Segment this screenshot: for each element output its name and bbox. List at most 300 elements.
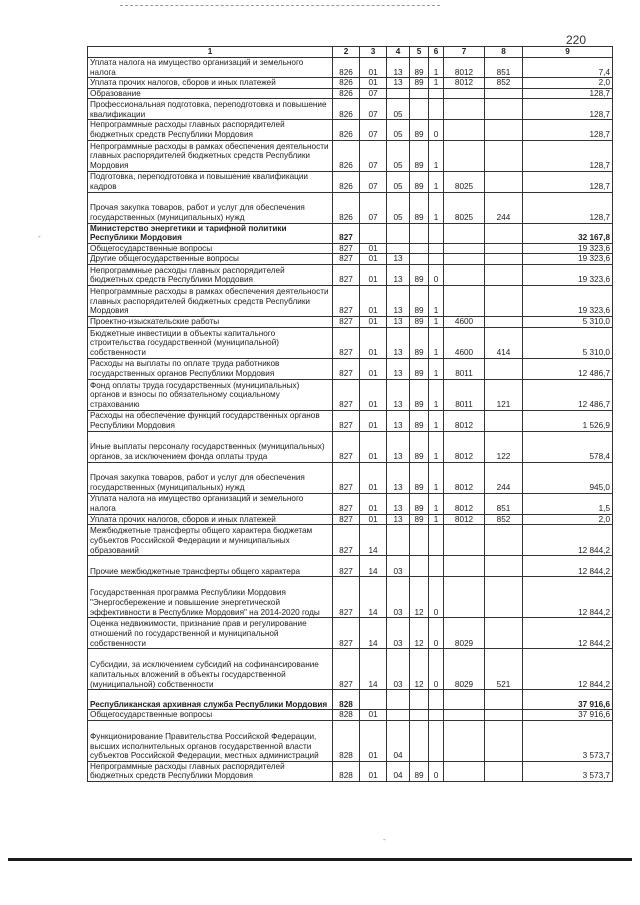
row-code-cell-9: 19 323,6 bbox=[523, 285, 613, 316]
row-code-cell-2: 827 bbox=[333, 493, 360, 514]
table-row bbox=[88, 649, 613, 690]
row-name-cell: Министерство энергетики и тарифной политики Республики Мордовия bbox=[88, 223, 333, 243]
row-code-cell-3: 01 bbox=[360, 514, 387, 525]
row-code-cell-4: 13 bbox=[387, 379, 410, 410]
row-name-cell: Профессиональная подготовка, переподготовка и повышение квалификации bbox=[88, 99, 333, 120]
row-code-cell-8 bbox=[485, 316, 523, 327]
row-code-cell-7 bbox=[444, 577, 485, 618]
row-code-cell-2: 827 bbox=[333, 243, 360, 254]
row-code-cell-8 bbox=[485, 761, 523, 781]
row-code-cell-4: 03 bbox=[387, 577, 410, 618]
row-code-cell-5 bbox=[410, 223, 429, 243]
row-code-cell-5: 89 bbox=[410, 410, 429, 431]
row-code-cell-7: 8012 bbox=[444, 493, 485, 514]
row-code-cell-8 bbox=[485, 171, 523, 192]
row-code-cell-8: 852 bbox=[485, 514, 523, 525]
row-name-cell: Бюджетные инвестиции в объекты капитального строительства государственной (муниципальной) собственности bbox=[88, 327, 333, 358]
table-row bbox=[88, 223, 613, 243]
row-code-cell-3: 01 bbox=[360, 58, 387, 78]
row-code-cell-9: 2,0 bbox=[523, 78, 613, 89]
row-code-cell-6: 1 bbox=[429, 514, 444, 525]
row-name-cell: Иные выплаты персоналу государственных (муниципальных) органов, за исключением фонда оплаты труда bbox=[88, 431, 333, 462]
table-row bbox=[88, 493, 613, 514]
row-code-cell-6 bbox=[429, 720, 444, 761]
table-row bbox=[88, 264, 613, 285]
row-code-cell-2: 827 bbox=[333, 577, 360, 618]
row-code-cell-5 bbox=[410, 556, 429, 577]
table-row bbox=[88, 710, 613, 721]
row-code-cell-2: 827 bbox=[333, 618, 360, 649]
row-code-cell-9: 128,7 bbox=[523, 171, 613, 192]
row-code-cell-4: 13 bbox=[387, 462, 410, 493]
row-code-cell-7: 4600 bbox=[444, 327, 485, 358]
scan-bottom-line bbox=[8, 858, 632, 861]
row-code-cell-3: 07 bbox=[360, 171, 387, 192]
row-code-cell-8 bbox=[485, 577, 523, 618]
table-row bbox=[88, 577, 613, 618]
table-row bbox=[88, 720, 613, 761]
row-code-cell-6: 1 bbox=[429, 462, 444, 493]
row-name-cell: Расходы на выплаты по оплате труда работников государственных органов Республики Мордовия bbox=[88, 358, 333, 379]
row-code-cell-3: 14 bbox=[360, 556, 387, 577]
row-code-cell-8 bbox=[485, 690, 523, 710]
row-name-cell: Уплата налога на имущество организаций и земельного налога bbox=[88, 58, 333, 78]
page-number: 220 bbox=[566, 33, 587, 47]
row-code-cell-3: 01 bbox=[360, 285, 387, 316]
table-row bbox=[88, 78, 613, 89]
row-code-cell-5: 89 bbox=[410, 78, 429, 89]
row-code-cell-8 bbox=[485, 88, 523, 99]
row-code-cell-9: 128,7 bbox=[523, 192, 613, 223]
row-code-cell-7: 8012 bbox=[444, 431, 485, 462]
row-code-cell-4: 13 bbox=[387, 514, 410, 525]
row-code-cell-4: 05 bbox=[387, 99, 410, 120]
row-code-cell-8: 851 bbox=[485, 493, 523, 514]
table-row bbox=[88, 358, 613, 379]
row-code-cell-3: 01 bbox=[360, 379, 387, 410]
row-code-cell-2: 826 bbox=[333, 78, 360, 89]
row-code-cell-2: 827 bbox=[333, 410, 360, 431]
row-code-cell-8 bbox=[485, 720, 523, 761]
row-code-cell-6 bbox=[429, 88, 444, 99]
header-cell: 4 bbox=[387, 47, 410, 58]
row-code-cell-9: 3 573,7 bbox=[523, 720, 613, 761]
row-code-cell-6 bbox=[429, 690, 444, 710]
row-code-cell-8: 244 bbox=[485, 192, 523, 223]
row-code-cell-5 bbox=[410, 88, 429, 99]
row-code-cell-4: 13 bbox=[387, 285, 410, 316]
row-code-cell-5: 89 bbox=[410, 761, 429, 781]
row-code-cell-6 bbox=[429, 556, 444, 577]
row-code-cell-6: 0 bbox=[429, 761, 444, 781]
row-code-cell-8 bbox=[485, 264, 523, 285]
row-name-cell: Подготовка, переподготовка и повышение квалификации кадров bbox=[88, 171, 333, 192]
table-row bbox=[88, 285, 613, 316]
header-cell: 9 bbox=[523, 47, 613, 58]
row-code-cell-8 bbox=[485, 223, 523, 243]
row-code-cell-6: 0 bbox=[429, 618, 444, 649]
row-code-cell-2: 827 bbox=[333, 462, 360, 493]
row-code-cell-3: 01 bbox=[360, 493, 387, 514]
row-code-cell-6: 0 bbox=[429, 577, 444, 618]
row-code-cell-6: 1 bbox=[429, 58, 444, 78]
row-code-cell-9: 945,0 bbox=[523, 462, 613, 493]
row-code-cell-7 bbox=[444, 254, 485, 265]
row-code-cell-3 bbox=[360, 690, 387, 710]
row-code-cell-6 bbox=[429, 525, 444, 556]
row-code-cell-4: 05 bbox=[387, 171, 410, 192]
row-code-cell-2: 827 bbox=[333, 649, 360, 690]
row-code-cell-8: 122 bbox=[485, 431, 523, 462]
row-name-cell: Фонд оплаты труда государственных (муниципальных) органов и взносы по обязательному социальному страхованию bbox=[88, 379, 333, 410]
table-row bbox=[88, 120, 613, 140]
row-code-cell-3: 01 bbox=[360, 264, 387, 285]
table-row bbox=[88, 410, 613, 431]
row-name-cell: Прочая закупка товаров, работ и услуг для обеспечения государственных (муниципальных) нужд bbox=[88, 192, 333, 223]
row-code-cell-4: 13 bbox=[387, 254, 410, 265]
row-code-cell-5: 12 bbox=[410, 649, 429, 690]
row-code-cell-8: 851 bbox=[485, 58, 523, 78]
row-name-cell: Непрограммные расходы в рамках обеспечения деятельности главных распорядителей бюджетных средств Республики Мордовия bbox=[88, 285, 333, 316]
row-code-cell-2: 827 bbox=[333, 285, 360, 316]
row-code-cell-6: 0 bbox=[429, 120, 444, 140]
row-code-cell-4 bbox=[387, 223, 410, 243]
row-code-cell-6: 1 bbox=[429, 379, 444, 410]
row-code-cell-2: 827 bbox=[333, 431, 360, 462]
row-code-cell-2: 827 bbox=[333, 556, 360, 577]
row-code-cell-3: 14 bbox=[360, 525, 387, 556]
row-code-cell-4 bbox=[387, 88, 410, 99]
row-code-cell-4: 04 bbox=[387, 761, 410, 781]
row-code-cell-3: 01 bbox=[360, 761, 387, 781]
row-code-cell-6: 1 bbox=[429, 78, 444, 89]
row-code-cell-4: 03 bbox=[387, 556, 410, 577]
row-code-cell-2: 826 bbox=[333, 140, 360, 171]
row-code-cell-5: 12 bbox=[410, 577, 429, 618]
row-code-cell-4: 03 bbox=[387, 618, 410, 649]
row-code-cell-9: 128,7 bbox=[523, 120, 613, 140]
row-code-cell-9: 128,7 bbox=[523, 88, 613, 99]
row-code-cell-2: 828 bbox=[333, 761, 360, 781]
row-code-cell-4 bbox=[387, 710, 410, 721]
row-code-cell-2: 826 bbox=[333, 99, 360, 120]
row-code-cell-8 bbox=[485, 556, 523, 577]
row-code-cell-7: 8012 bbox=[444, 410, 485, 431]
budget-table bbox=[87, 46, 613, 782]
row-code-cell-3: 07 bbox=[360, 120, 387, 140]
row-name-cell: Прочие межбюджетные трансферты общего характера bbox=[88, 556, 333, 577]
scan-top-line bbox=[120, 5, 440, 7]
row-code-cell-3: 01 bbox=[360, 316, 387, 327]
row-code-cell-3: 01 bbox=[360, 410, 387, 431]
row-code-cell-9: 12 486,7 bbox=[523, 379, 613, 410]
row-code-cell-7 bbox=[444, 720, 485, 761]
row-code-cell-9: 12 844,2 bbox=[523, 577, 613, 618]
row-code-cell-7 bbox=[444, 690, 485, 710]
row-name-cell: Общегосударственные вопросы bbox=[88, 243, 333, 254]
row-code-cell-6: 1 bbox=[429, 358, 444, 379]
row-name-cell: Расходы на обеспечение функций государственных органов Республики Мордовия bbox=[88, 410, 333, 431]
row-code-cell-5: 89 bbox=[410, 171, 429, 192]
row-code-cell-7 bbox=[444, 243, 485, 254]
row-code-cell-4 bbox=[387, 525, 410, 556]
row-code-cell-8: 414 bbox=[485, 327, 523, 358]
row-code-cell-4: 13 bbox=[387, 316, 410, 327]
row-name-cell: Функционирование Правительства Российской Федерации, высших исполнительных органов государственной власти субъектов Российской Федерации, местных администраций bbox=[88, 720, 333, 761]
row-code-cell-7 bbox=[444, 264, 485, 285]
row-code-cell-8 bbox=[485, 140, 523, 171]
row-code-cell-5 bbox=[410, 690, 429, 710]
table-row bbox=[88, 618, 613, 649]
row-code-cell-9: 5 310,0 bbox=[523, 316, 613, 327]
row-code-cell-8 bbox=[485, 120, 523, 140]
row-code-cell-3: 14 bbox=[360, 577, 387, 618]
row-code-cell-9: 12 844,2 bbox=[523, 525, 613, 556]
row-name-cell: Прочая закупка товаров, работ и услуг для обеспечения государственных (муниципальных) нужд bbox=[88, 462, 333, 493]
row-code-cell-8: 852 bbox=[485, 78, 523, 89]
row-code-cell-7: 8012 bbox=[444, 78, 485, 89]
row-name-cell: Межбюджетные трансферты общего характера бюджетам субъектов Российской Федерации и муниципальных образований bbox=[88, 525, 333, 556]
row-code-cell-5: 89 bbox=[410, 264, 429, 285]
row-code-cell-4: 13 bbox=[387, 358, 410, 379]
row-code-cell-5 bbox=[410, 99, 429, 120]
table-row bbox=[88, 525, 613, 556]
row-code-cell-5: 89 bbox=[410, 327, 429, 358]
row-code-cell-2: 826 bbox=[333, 120, 360, 140]
row-code-cell-8: 244 bbox=[485, 462, 523, 493]
row-name-cell: Проектно-изыскательские работы bbox=[88, 316, 333, 327]
table-row bbox=[88, 327, 613, 358]
row-code-cell-4: 03 bbox=[387, 649, 410, 690]
row-code-cell-2: 828 bbox=[333, 690, 360, 710]
row-code-cell-7 bbox=[444, 285, 485, 316]
row-code-cell-6: 1 bbox=[429, 410, 444, 431]
row-code-cell-5: 89 bbox=[410, 514, 429, 525]
row-code-cell-6 bbox=[429, 243, 444, 254]
table-row bbox=[88, 379, 613, 410]
row-code-cell-2: 827 bbox=[333, 525, 360, 556]
row-code-cell-3: 07 bbox=[360, 88, 387, 99]
row-name-cell: Другие общегосударственные вопросы bbox=[88, 254, 333, 265]
row-code-cell-3: 07 bbox=[360, 99, 387, 120]
row-code-cell-3 bbox=[360, 223, 387, 243]
row-code-cell-9: 128,7 bbox=[523, 99, 613, 120]
row-code-cell-2: 826 bbox=[333, 88, 360, 99]
row-code-cell-5: 12 bbox=[410, 618, 429, 649]
table-row bbox=[88, 140, 613, 171]
row-code-cell-5: 89 bbox=[410, 58, 429, 78]
header-cell: 3 bbox=[360, 47, 387, 58]
row-code-cell-6: 1 bbox=[429, 140, 444, 171]
row-code-cell-2: 826 bbox=[333, 171, 360, 192]
row-code-cell-2: 827 bbox=[333, 254, 360, 265]
row-code-cell-8 bbox=[485, 358, 523, 379]
row-code-cell-2: 828 bbox=[333, 720, 360, 761]
row-code-cell-2: 826 bbox=[333, 192, 360, 223]
row-code-cell-9: 12 844,2 bbox=[523, 649, 613, 690]
row-code-cell-9: 1 526,9 bbox=[523, 410, 613, 431]
row-code-cell-9: 12 486,7 bbox=[523, 358, 613, 379]
row-code-cell-5: 89 bbox=[410, 358, 429, 379]
table-row bbox=[88, 462, 613, 493]
row-code-cell-9: 128,7 bbox=[523, 140, 613, 171]
row-code-cell-6: 1 bbox=[429, 192, 444, 223]
row-code-cell-9: 7,4 bbox=[523, 58, 613, 78]
row-code-cell-5: 89 bbox=[410, 285, 429, 316]
row-code-cell-7: 8029 bbox=[444, 649, 485, 690]
row-code-cell-7 bbox=[444, 140, 485, 171]
row-code-cell-8 bbox=[485, 99, 523, 120]
row-code-cell-5: 89 bbox=[410, 316, 429, 327]
row-code-cell-8 bbox=[485, 710, 523, 721]
row-code-cell-5: 89 bbox=[410, 462, 429, 493]
row-code-cell-3: 01 bbox=[360, 710, 387, 721]
row-code-cell-7: 8012 bbox=[444, 462, 485, 493]
row-code-cell-3: 01 bbox=[360, 431, 387, 462]
row-name-cell: Уплата прочих налогов, сборов и иных платежей bbox=[88, 78, 333, 89]
row-code-cell-4: 13 bbox=[387, 264, 410, 285]
row-name-cell: Уплата налога на имущество организаций и земельного налога bbox=[88, 493, 333, 514]
row-code-cell-7 bbox=[444, 223, 485, 243]
row-code-cell-2: 827 bbox=[333, 514, 360, 525]
table-row bbox=[88, 690, 613, 710]
row-code-cell-3: 07 bbox=[360, 192, 387, 223]
table-row bbox=[88, 243, 613, 254]
row-code-cell-4 bbox=[387, 690, 410, 710]
row-code-cell-2: 827 bbox=[333, 327, 360, 358]
row-code-cell-5 bbox=[410, 525, 429, 556]
table-row bbox=[88, 58, 613, 78]
row-code-cell-9: 578,4 bbox=[523, 431, 613, 462]
row-code-cell-8: 521 bbox=[485, 649, 523, 690]
row-code-cell-7: 8025 bbox=[444, 192, 485, 223]
table-row bbox=[88, 431, 613, 462]
table-row bbox=[88, 556, 613, 577]
row-code-cell-6: 1 bbox=[429, 171, 444, 192]
row-code-cell-9: 37 916,6 bbox=[523, 710, 613, 721]
row-code-cell-4: 04 bbox=[387, 720, 410, 761]
row-code-cell-2: 827 bbox=[333, 223, 360, 243]
table-row bbox=[88, 99, 613, 120]
table-row bbox=[88, 761, 613, 781]
row-code-cell-9: 2,0 bbox=[523, 514, 613, 525]
margin-mark: - bbox=[383, 835, 386, 844]
row-code-cell-7 bbox=[444, 120, 485, 140]
row-name-cell: Общегосударственные вопросы bbox=[88, 710, 333, 721]
table-row bbox=[88, 192, 613, 223]
row-name-cell: Государственная программа Республики Мордовия "Энергосбережение и повышение энергетической эффективности в Республике Мордовия" на 2014-2020 годы bbox=[88, 577, 333, 618]
row-code-cell-8 bbox=[485, 410, 523, 431]
row-code-cell-4: 13 bbox=[387, 78, 410, 89]
header-cell: 8 bbox=[485, 47, 523, 58]
row-code-cell-7: 8012 bbox=[444, 514, 485, 525]
row-code-cell-3: 01 bbox=[360, 243, 387, 254]
row-code-cell-9: 19 323,6 bbox=[523, 243, 613, 254]
table-row bbox=[88, 514, 613, 525]
row-code-cell-3: 01 bbox=[360, 327, 387, 358]
row-code-cell-3: 07 bbox=[360, 140, 387, 171]
row-code-cell-5: 89 bbox=[410, 431, 429, 462]
row-code-cell-3: 14 bbox=[360, 618, 387, 649]
row-code-cell-4: 05 bbox=[387, 120, 410, 140]
row-code-cell-7: 8029 bbox=[444, 618, 485, 649]
row-code-cell-7: 8011 bbox=[444, 379, 485, 410]
row-name-cell: Непрограммные расходы главных распорядителей бюджетных средств Республики Мордовия bbox=[88, 761, 333, 781]
row-code-cell-7 bbox=[444, 525, 485, 556]
row-name-cell: Уплата прочих налогов, сборов и иных платежей bbox=[88, 514, 333, 525]
row-code-cell-9: 3 573,7 bbox=[523, 761, 613, 781]
row-code-cell-5 bbox=[410, 254, 429, 265]
row-code-cell-6: 1 bbox=[429, 285, 444, 316]
row-code-cell-2: 827 bbox=[333, 358, 360, 379]
row-code-cell-6 bbox=[429, 223, 444, 243]
margin-mark: - bbox=[38, 232, 41, 241]
row-code-cell-5 bbox=[410, 720, 429, 761]
row-code-cell-7: 8025 bbox=[444, 171, 485, 192]
row-code-cell-4: 13 bbox=[387, 58, 410, 78]
row-code-cell-7 bbox=[444, 99, 485, 120]
row-code-cell-7 bbox=[444, 88, 485, 99]
row-name-cell: Образование bbox=[88, 88, 333, 99]
row-code-cell-5: 89 bbox=[410, 379, 429, 410]
row-code-cell-7: 8011 bbox=[444, 358, 485, 379]
row-code-cell-3: 01 bbox=[360, 78, 387, 89]
row-code-cell-6 bbox=[429, 710, 444, 721]
row-code-cell-6: 0 bbox=[429, 264, 444, 285]
header-cell: 1 bbox=[88, 47, 333, 58]
row-code-cell-2: 827 bbox=[333, 264, 360, 285]
row-code-cell-6: 1 bbox=[429, 327, 444, 358]
row-code-cell-5: 89 bbox=[410, 140, 429, 171]
row-code-cell-9: 1,5 bbox=[523, 493, 613, 514]
row-code-cell-8 bbox=[485, 525, 523, 556]
row-code-cell-4: 13 bbox=[387, 410, 410, 431]
table-row bbox=[88, 88, 613, 99]
row-name-cell: Непрограммные расходы главных распорядителей бюджетных средств Республики Мордовия bbox=[88, 264, 333, 285]
row-code-cell-2: 827 bbox=[333, 379, 360, 410]
row-code-cell-9: 19 323,6 bbox=[523, 264, 613, 285]
row-code-cell-9: 37 916,6 bbox=[523, 690, 613, 710]
header-cell: 2 bbox=[333, 47, 360, 58]
row-name-cell: Непрограммные расходы главных распорядителей бюджетных средств Республики Мордовия bbox=[88, 120, 333, 140]
row-name-cell: Оценка недвижимости, признание прав и регулирование отношений по государственной и муниципальной собственности bbox=[88, 618, 333, 649]
row-code-cell-9: 5 310,0 bbox=[523, 327, 613, 358]
row-code-cell-8 bbox=[485, 243, 523, 254]
table-row bbox=[88, 254, 613, 265]
row-name-cell: Республиканская архивная служба Республики Мордовия bbox=[88, 690, 333, 710]
row-code-cell-2: 827 bbox=[333, 316, 360, 327]
row-code-cell-4 bbox=[387, 243, 410, 254]
row-code-cell-6: 1 bbox=[429, 493, 444, 514]
row-code-cell-9: 32 167,8 bbox=[523, 223, 613, 243]
row-code-cell-3: 14 bbox=[360, 649, 387, 690]
row-code-cell-4: 13 bbox=[387, 431, 410, 462]
row-code-cell-9: 19 323,6 bbox=[523, 254, 613, 265]
row-code-cell-7 bbox=[444, 556, 485, 577]
row-code-cell-5 bbox=[410, 243, 429, 254]
row-code-cell-7: 4600 bbox=[444, 316, 485, 327]
header-cell: 5 bbox=[410, 47, 429, 58]
row-code-cell-9: 12 844,2 bbox=[523, 618, 613, 649]
row-code-cell-6 bbox=[429, 254, 444, 265]
row-code-cell-3: 01 bbox=[360, 358, 387, 379]
row-code-cell-5: 89 bbox=[410, 192, 429, 223]
row-code-cell-4: 13 bbox=[387, 493, 410, 514]
row-name-cell: Субсидии, за исключением субсидий на софинансирование капитальных вложений в объекты государственной (муниципальной) собственности bbox=[88, 649, 333, 690]
row-code-cell-3: 01 bbox=[360, 254, 387, 265]
table-row bbox=[88, 316, 613, 327]
row-code-cell-5: 89 bbox=[410, 120, 429, 140]
